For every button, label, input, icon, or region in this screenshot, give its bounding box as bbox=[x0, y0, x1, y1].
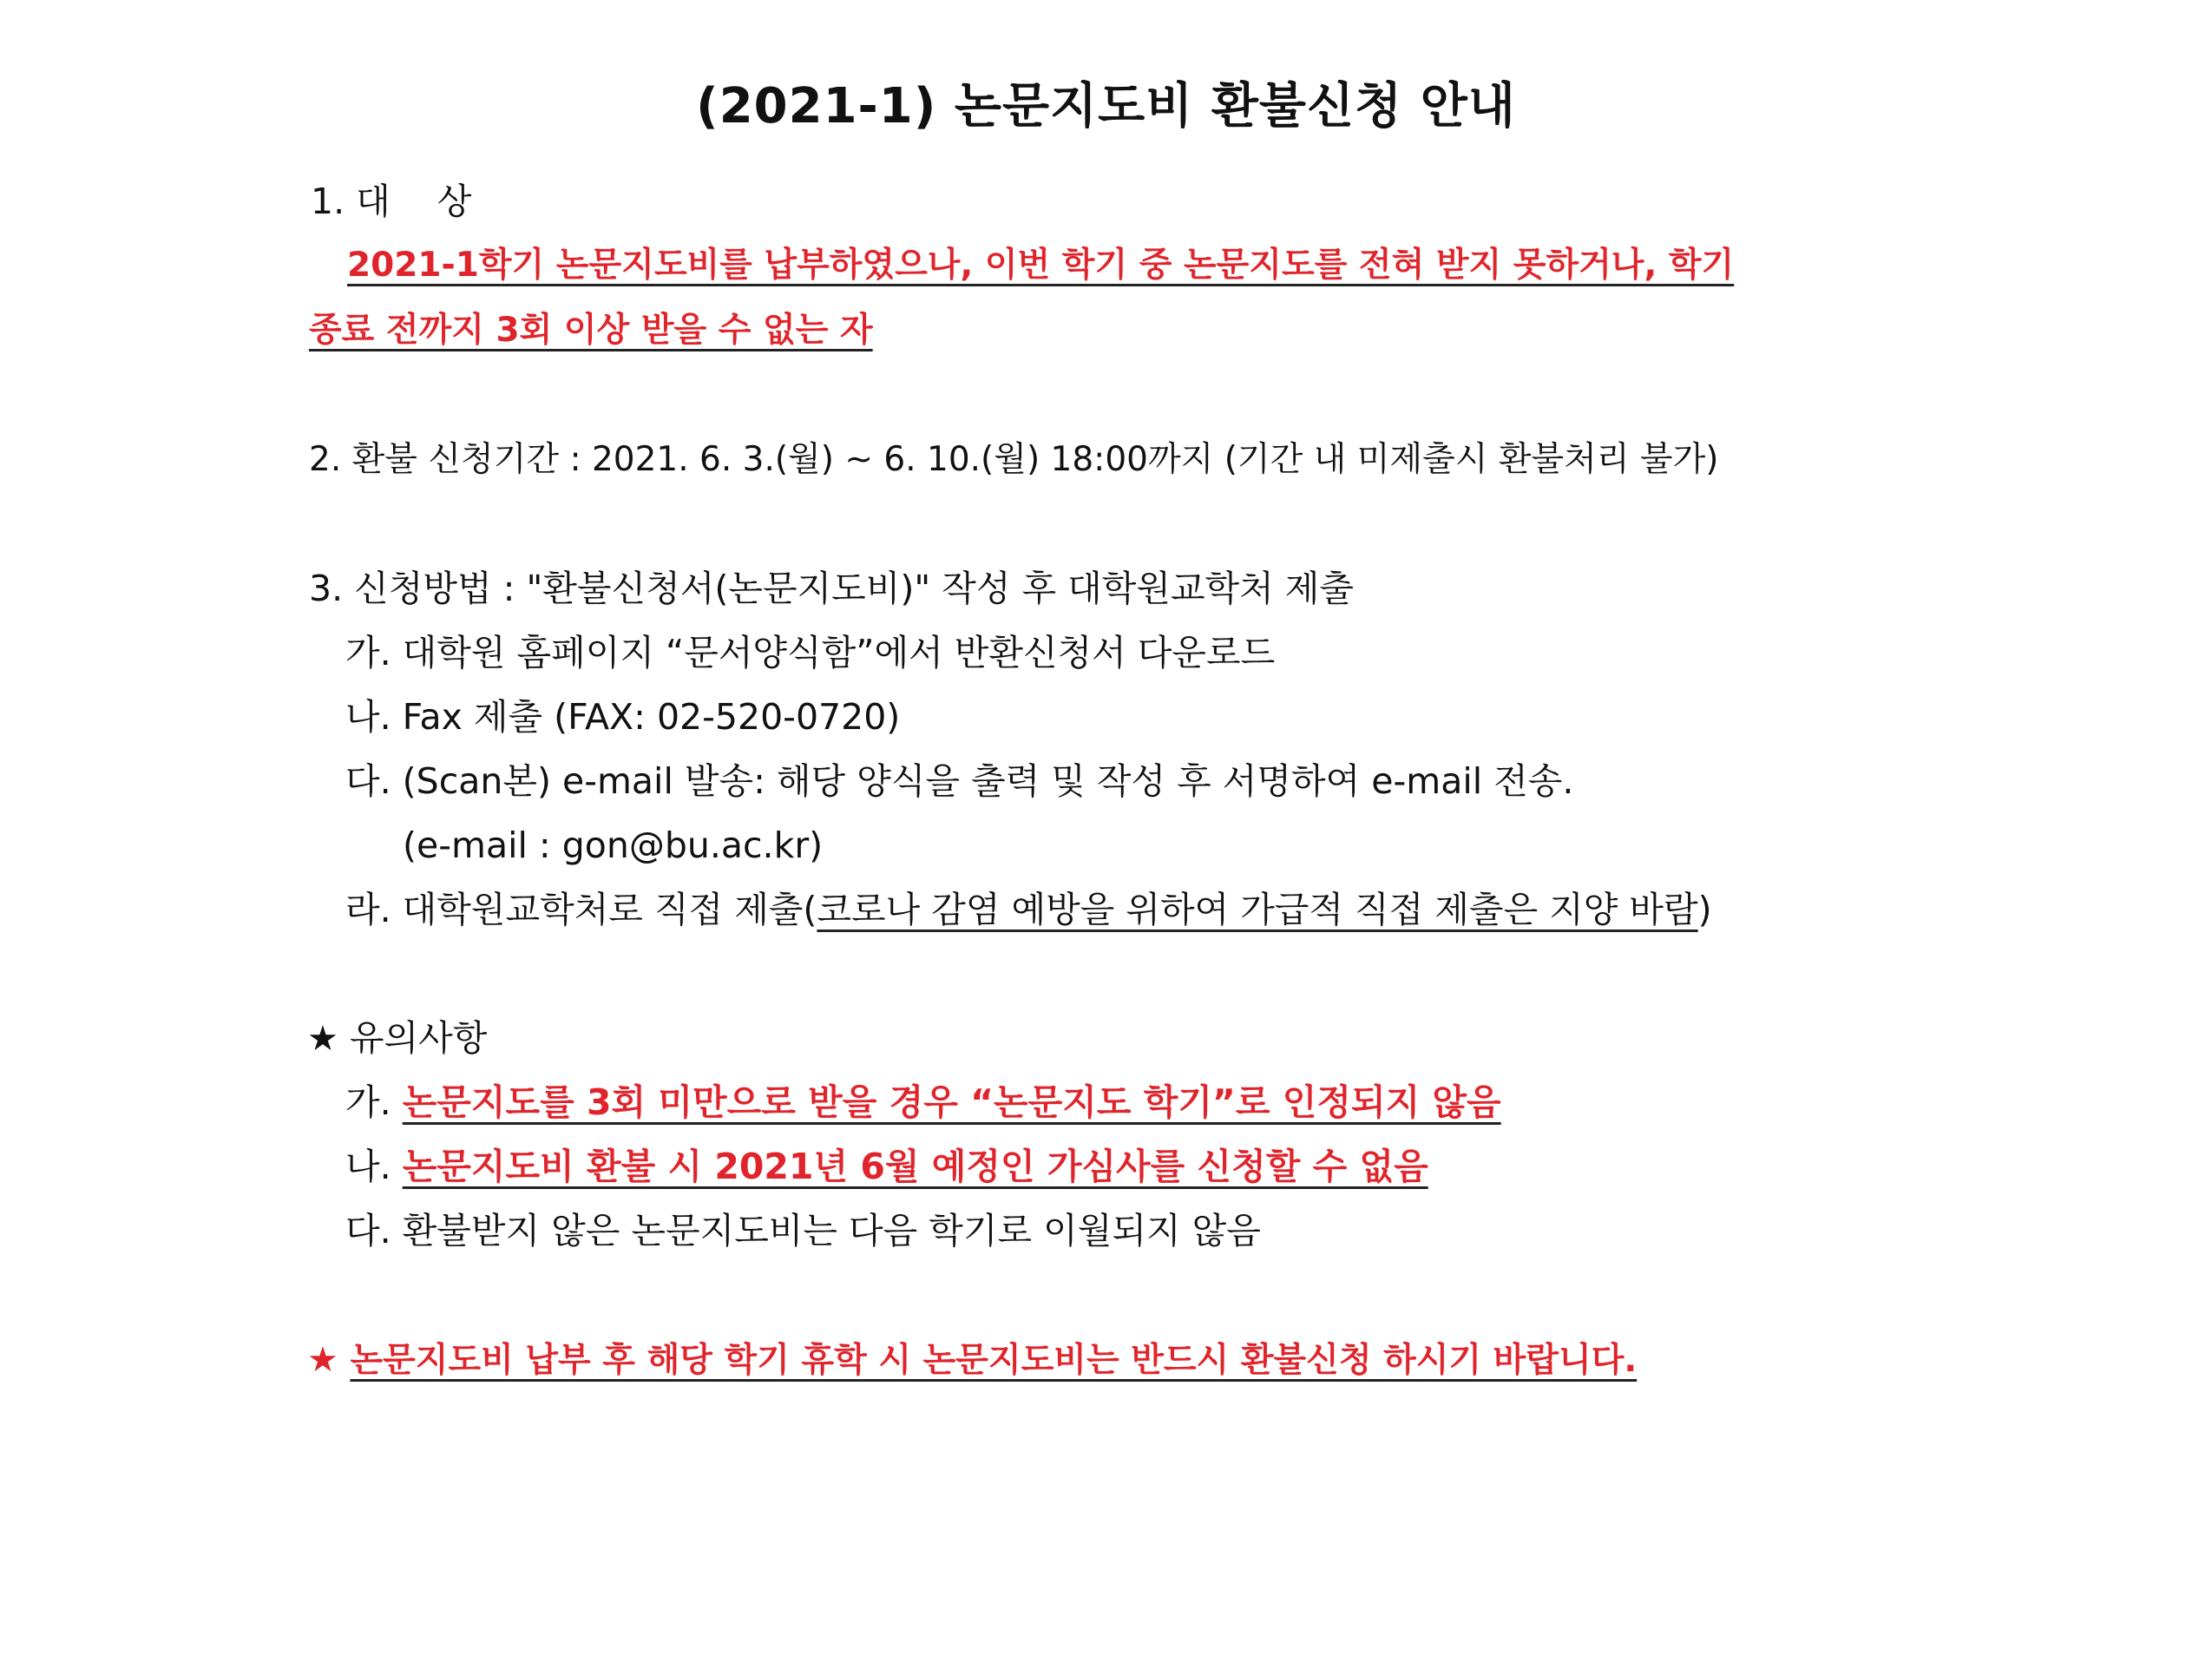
notes-item1 bbox=[345, 1081, 1501, 1124]
section3-heading: 3. 신청방법 : "환불신청서(논문지도비)" 작성 후 대학원교학처 제출 bbox=[309, 568, 1355, 609]
notes-item1-prefix: 가. bbox=[345, 1081, 391, 1123]
section3-item-na: 나. Fax 제출 (FAX: 02-520-0720) bbox=[345, 696, 901, 738]
section2-period: 2. 환불 신청기간 : 2021. 6. 3.(월) ~ 6. 10.(월) 18:00까지 (기간 내 미제출시 환불처리 불가) bbox=[309, 440, 1719, 479]
star-icon: ★ bbox=[307, 1340, 338, 1380]
section1-target-line1: 2021-1학기 논문지도비를 납부하였으나, 이번 학기 중 논문지도를 전혀 받지 못하거나, 학기 bbox=[347, 246, 1735, 285]
section3-item-ra-prefix: 라. 대학원교학처로 직접 제출( bbox=[345, 889, 817, 930]
section1-target-line2: 종료 전까지 3회 이상 받을 수 없는 자 bbox=[309, 311, 873, 350]
notes-heading: 유의사항 bbox=[349, 1017, 488, 1059]
notes-item1-text: 논문지도를 3회 미만으로 받을 경우 “논문지도 학기”로 인정되지 않음 bbox=[402, 1081, 1501, 1123]
section3-item-ra bbox=[345, 889, 1712, 931]
section3-item-da: 다. (Scan본) e-mail 발송: 해당 양식을 출력 및 작성 후 서명하여 e-mail 전송. bbox=[345, 760, 1574, 802]
notes-item2 bbox=[345, 1146, 1428, 1188]
section3-email: (e-mail : gon@bu.ac.kr) bbox=[403, 824, 824, 866]
notes-item2-text: 논문지도비 환불 시 2021년 6월 예정인 가심사를 신청할 수 없음 bbox=[402, 1146, 1428, 1187]
section3-item-ra-suffix: ) bbox=[1697, 889, 1712, 930]
star-icon: ★ bbox=[307, 1019, 338, 1059]
section1-heading: 1. 대 상 bbox=[311, 181, 472, 222]
final-notice bbox=[307, 1339, 1637, 1382]
notes-item2-prefix: 나. bbox=[345, 1146, 391, 1187]
section3-item-ra-underlined: 코로나 감염 예방을 위하여 가급적 직접 제출은 지양 바람 bbox=[817, 889, 1698, 930]
section3-item-ga: 가. 대학원 홈페이지 “문서양식함”에서 반환신청서 다운로드 bbox=[345, 632, 1276, 673]
final-notice-text: 논문지도비 납부 후 해당 학기 휴학 시 논문지도비는 반드시 환불신청 하시기 바랍니다. bbox=[350, 1341, 1638, 1380]
notes-heading-row bbox=[307, 1017, 487, 1060]
document-title: (2021-1) 논문지도비 환불신청 안내 bbox=[696, 78, 1516, 135]
notes-item3: 다. 환불받지 않은 논문지도비는 다음 학기로 이월되지 않음 bbox=[345, 1210, 1261, 1251]
